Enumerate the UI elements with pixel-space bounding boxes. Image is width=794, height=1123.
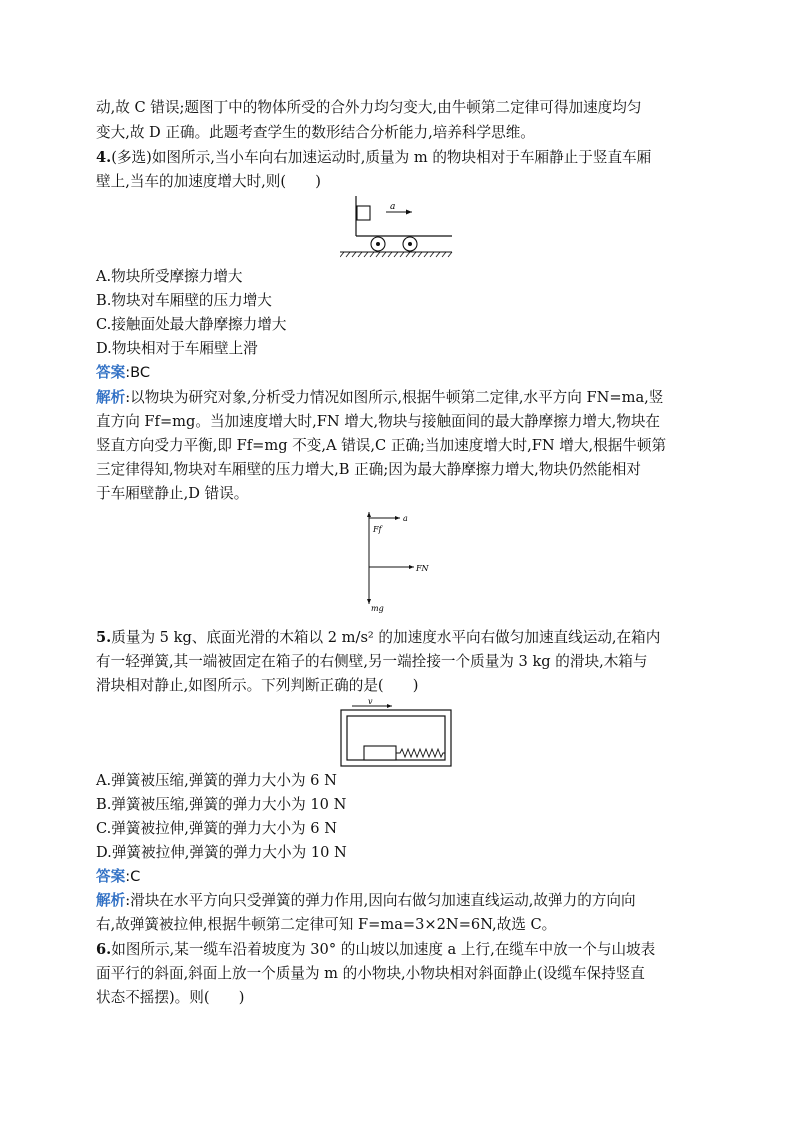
q4-solution-label: 解析 (96, 389, 126, 406)
q4-option-a: A.物块所受摩擦力增大 (96, 268, 243, 285)
q5-answer (96, 867, 140, 887)
force-FN-label: FN (416, 564, 429, 573)
q6-number: 6. (96, 941, 112, 958)
q5-solution-label: 解析 (96, 892, 126, 909)
q4-solution-line-2: 直方向 Ff=mg。当加速度增大时,FN 增大,物块与接触面间的最大静摩擦力增大,物块在 (96, 413, 661, 430)
accel-arrowhead (406, 210, 412, 215)
q4-stem-text-1: (多选)如图所示,当小车向右加速运动时,质量为 m 的物块相对于车厢静止于竖直车厢 (111, 149, 652, 166)
q4-solution-line-4: 三定律得知,物块对车厢壁的压力增大,B 正确;因为最大静摩擦力增大,物块仍然能相对 (96, 461, 641, 478)
q4-solution-line-5: 于车厢壁静止,D 错误。 (96, 485, 249, 502)
q4-solution-line-3: 竖直方向受力平衡,即 Ff=mg 不变,A 错误,C 正确;当加速度增大时,FN 增大,根据牛顿第 (96, 437, 667, 454)
q5-stem-text-1: 质量为 5 kg、底面光滑的木箱以 2 m/s² 的加速度水平向右做匀加速直线运动,在箱内 (111, 629, 661, 646)
q4-option-c: C.接触面处最大静摩擦力增大 (96, 316, 287, 333)
q4-solution-line-1 (96, 388, 663, 408)
q5-option-a: A.弹簧被压缩,弹簧的弹力大小为 6 N (96, 772, 337, 789)
prev-solution-line-1: 动,故 C 错误;题图丁中的物体所受的合外力均匀变大,由牛顿第二定律可得加速度均匀 (96, 99, 642, 116)
ground-hatch (340, 252, 452, 257)
accel-label: a (390, 202, 396, 212)
q4-answer (96, 363, 150, 383)
q5-solution-text-1: :滑块在水平方向只受弹簧的弹力作用,因向右做匀加速直线运动,故弹力的方向向 (125, 892, 636, 909)
force-a-label: a (403, 514, 408, 523)
q5-stem-line-2: 有一轻弹簧,其一端被固定在箱子的右侧壁,另一端拴接一个质量为 3 kg 的滑块,木箱与 (96, 653, 648, 670)
q4-force-figure (356, 508, 446, 616)
q6-stem-line-1 (96, 940, 655, 960)
q5-box-figure (340, 698, 454, 768)
q4-solution-text-1: :以物块为研究对象,分析受力情况如图所示,根据牛顿第二定律,水平方向 FN=ma,竖 (125, 389, 664, 406)
q5-answer-label: 答案 (96, 868, 126, 885)
q6-stem-line-3: 状态不摇摆)。则( ) (96, 989, 245, 1006)
force-Ff-arrowhead (367, 512, 371, 517)
force-mg-label: mg (371, 604, 384, 613)
q4-option-b: B.物块对车厢壁的压力增大 (96, 292, 272, 309)
q6-stem-text-1: 如图所示,某一缆车沿着坡度为 30° 的山坡以加速度 a 上行,在缆车中放一个与山坡表 (111, 941, 656, 958)
q6-stem-line-2: 面平行的斜面,斜面上放一个质量为 m 的小物块,小物块相对斜面静止(设缆车保持竖直 (96, 965, 645, 982)
block (357, 206, 370, 220)
q5-answer-value: :C (125, 868, 141, 885)
q5-stem-line-1 (96, 628, 660, 648)
q4-number: 4. (96, 149, 112, 166)
q4-answer-label: 答案 (96, 364, 126, 381)
q5-option-d: D.弹簧被拉伸,弹簧的弹力大小为 10 N (96, 844, 347, 861)
q4-cart-figure (340, 192, 460, 264)
q5-solution-line-2: 右,故弹簧被拉伸,根据牛顿第二定律可知 F=ma=3×2N=6N,故选 C。 (96, 916, 557, 933)
q5-option-c: C.弹簧被拉伸,弹簧的弹力大小为 6 N (96, 820, 337, 837)
q5-number: 5. (96, 629, 112, 646)
q5-option-b: B.弹簧被压缩,弹簧的弹力大小为 10 N (96, 796, 347, 813)
q5-stem-line-3: 滑块相对静止,如图所示。下列判断正确的是( ) (96, 677, 419, 694)
q4-answer-value: :BC (125, 364, 151, 381)
velocity-label: v (368, 698, 373, 706)
q4-option-d: D.物块相对于车厢壁上滑 (96, 340, 258, 357)
q4-stem-line-1 (96, 148, 651, 168)
prev-solution-line-2: 变大,故 D 正确。此题考查学生的数形结合分析能力,培养科学思维。 (96, 124, 535, 141)
force-Ff-label: Ff (373, 525, 382, 534)
slider-block (364, 746, 396, 760)
q5-solution-line-1 (96, 891, 636, 911)
q4-stem-line-2: 壁上,当车的加速度增大时,则( ) (96, 173, 321, 190)
